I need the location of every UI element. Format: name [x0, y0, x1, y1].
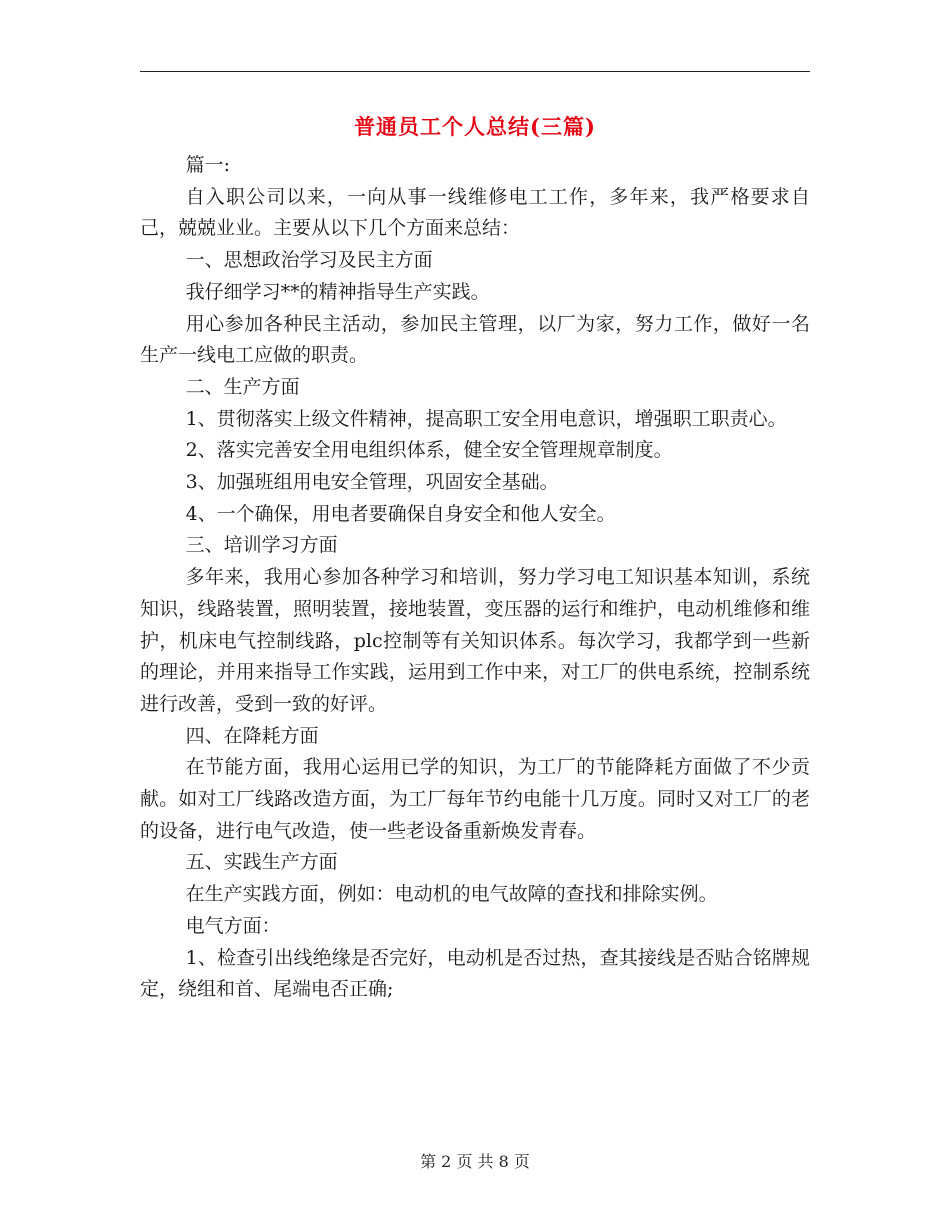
page-footer: 第 2 页 共 8 页: [420, 1152, 530, 1171]
list-item: 3、加强班组用电安全管理，巩固安全基础。: [185, 471, 559, 494]
section-heading: 一、思想政治学习及民主方面: [185, 249, 433, 272]
section-heading: 二、生产方面: [185, 375, 300, 398]
document-body: [140, 150, 810, 1006]
section-heading: 三、培训学习方面: [185, 534, 338, 557]
paragraph: 自入职公司以来，一向从事一线维修电工工作，多年来，我严格要求自己，兢兢业业。主要从以下几个方面来总结：: [140, 185, 810, 240]
paragraph: 多年来，我用心参加各种学习和培训，努力学习电工知识基本知训，系统知识，线路装置，照明装置，接地装置，变压器的运行和维护，电动机维修和维护，机床电气控制线路，plc控制等有关知识体系。每次学习，我都学到一些新的理论，并用来指导工作实践，运用到工作中来，对工厂的供电系统，控制系统进行改善，受到一致的好评。: [140, 566, 810, 715]
header-rule: [140, 71, 810, 72]
list-item: 2、落实完善安全用电组织体系，健全安全管理规章制度。: [185, 439, 673, 462]
list-item: 4、一个确保，用电者要确保自身安全和他人安全。: [185, 502, 616, 525]
paragraph: 在生产实践方面，例如：电动机的电气故障的查找和排除实例。: [185, 883, 718, 906]
paragraph: 电气方面：: [185, 914, 281, 937]
section-heading: 四、在降耗方面: [185, 724, 319, 747]
paragraph: 篇一:: [185, 154, 230, 176]
section-heading: 五、实践生产方面: [185, 851, 338, 874]
document-title: 普通员工个人总结(三篇): [354, 114, 596, 139]
list-item: 1、贯彻落实上级文件精神，提高职工安全用电意识，增强职工职责心。: [185, 407, 787, 430]
list-item: 1、检查引出线绝缘是否完好，电动机是否过热，查其接线是否贴合铭牌规定，绕组和首、尾端电否正确;: [140, 946, 810, 1001]
paragraph: 我仔细学习**的精神指导生产实践。: [185, 280, 490, 303]
paragraph: 用心参加各种民主活动，参加民主管理，以厂为家，努力工作，做好一名生产一线电工应做的职责。: [140, 312, 810, 367]
paragraph: 在节能方面，我用心运用已学的知识，为工厂的节能降耗方面做了不少贡献。如对工厂线路改造方面，为工厂每年节约电能十几万度。同时又对工厂的老的设备，进行电气改造，使一些老设备重新焕发青春。: [140, 756, 810, 842]
